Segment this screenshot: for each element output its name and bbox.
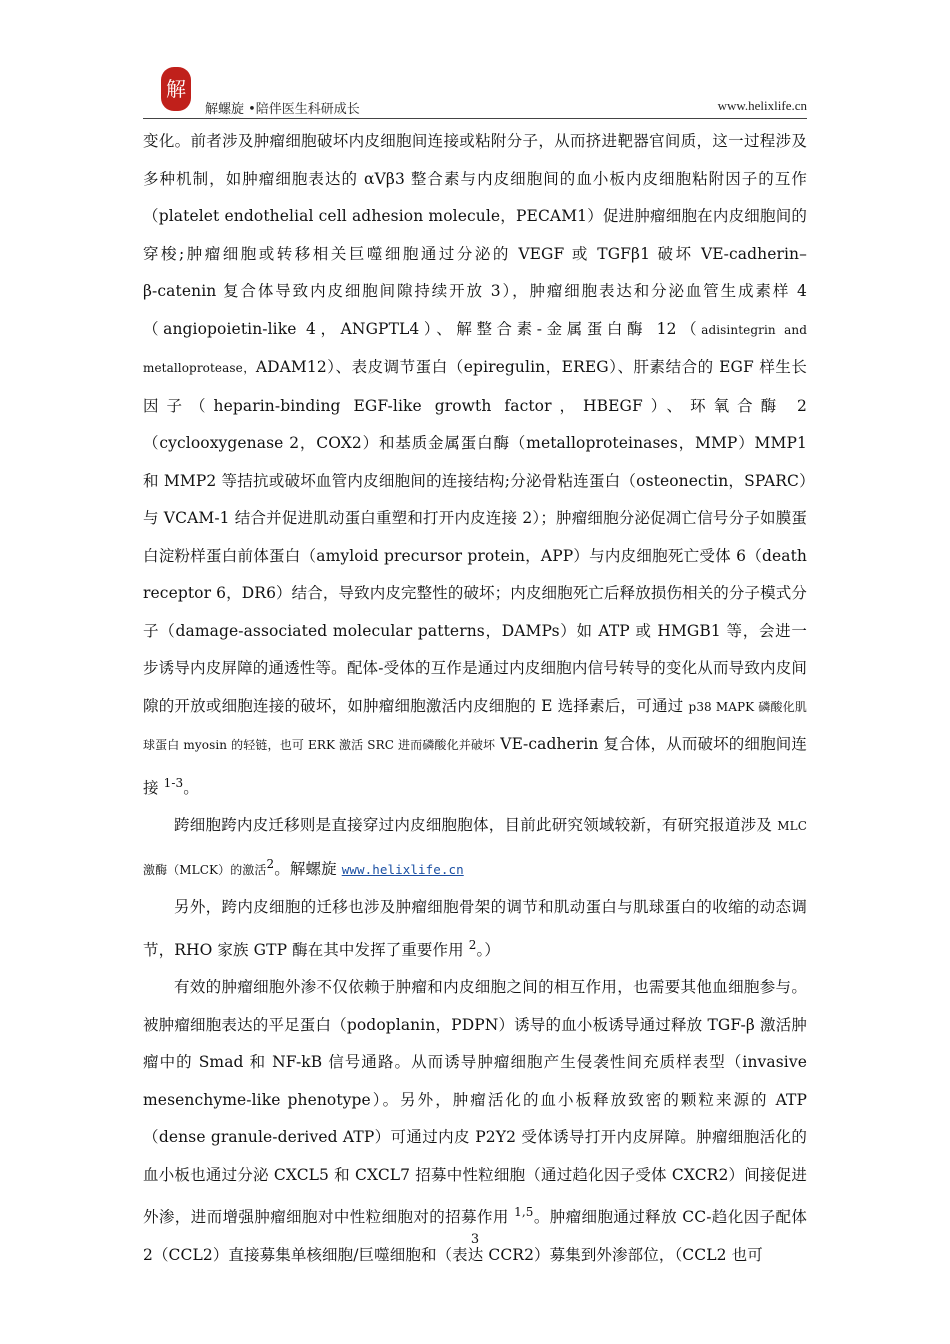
citation: 1-3 [163, 775, 184, 790]
svg-text:解: 解 [166, 77, 186, 101]
header-divider [143, 118, 807, 119]
header-title: 解螺旋 •陪伴医生科研成长 [205, 102, 360, 117]
paragraph-3: 另外，跨内皮细胞的迁移也涉及肿瘤细胞骨架的调节和肌动蛋白与肌球蛋白的收缩的动态调节，RHO 家族 GTP 酶在其中发挥了重要作用 $^2$。） [143, 898, 807, 959]
helixlife-link[interactable]: www.helixlife.cn [341, 861, 464, 877]
paragraph-4: 有效的肿瘤细胞外渗不仅依赖于肿瘤和内皮细胞之间的相互作用，也需要其他血细胞参与。被肿瘤细胞表达的平足蛋白（podoplanin，PDPN）诱导的血小板诱导通过释放 TGF-β 激活肿瘤中的 Smad 和 NF-kB 信号通路。从而诱导肿瘤细胞产生侵袭性间充质样表型（invasive mesenchyme-like phenotype）。另外，肿瘤活化的血小板释放致密的颗粒来源的 ATP（dense granule-derived ATP）可通过内皮 P2Y2 受体诱导打开内皮屏障。肿瘤细胞活化的血小板也通过分泌 CXCL5 和 CXCL7 招募中性粒细胞（通过趋化因子受体 CXCR2）间接促进外渗，进而增强肿瘤细胞对中性粒细胞对的招募作用 $^{1,5}$。肿瘤细胞通过释放 CC-趋化因子配体 2（CCL2）直接募集单核细胞/巨噬细胞和（表达 CCR2）募集到外渗部位，（CCL2 也可 [143, 978, 807, 1265]
body-text [143, 123, 807, 1275]
page-number: 3 [470, 1232, 480, 1247]
citation: 1,5 [514, 1205, 534, 1220]
paragraph-1: 变化。前者涉及肿瘤细胞破坏内皮细胞间连接或粘附分子，从而挤进靶器官间质，这一过程涉及多种机制，如肿瘤细胞表达的 αVβ3 整合素与内皮细胞间的血小板内皮细胞粘附因子的互作（platelet endothelial cell adhesion molecule，PECAM1）促进肿瘤细胞在内皮细胞间的穿梭;肿瘤细胞或转移相关巨噬细胞通过分泌的 VEGF 或 TGFβ1 破坏 VE‑cadherin–β‑catenin 复合体导致内皮细胞间隙持续开放 3），肿瘤细胞表达和分泌血管生成素样 4（angiopoietin-like 4，ANGPTL4）、解整合素-金属蛋白酶 12（adisintegrin and metalloprotease，ADAM12）、表皮调节蛋白（epiregulin，EREG）、肝素结合的 EGF 样生长因子（heparin-binding EGF-like growth factor，HBEGF）、环氧合酶 2（cyclooxygenase 2，COX2）和基质金属蛋白酶（metalloproteinases，MMP）MMP1 和 MMP2 等拮抗或破坏血管内皮细胞间的连接结构;分泌骨粘连蛋白（osteonectin，SPARC）与 VCAM-1 结合并促进肌动蛋白重塑和打开内皮连接 2）；肿瘤细胞分泌促凋亡信号分子如膜蛋白淀粉样蛋白前体蛋白（amyloid precursor protein，APP）与内皮细胞死亡受体 6（death receptor 6，DR6）结合，导致内皮完整性的破坏；内皮细胞死亡后释放损伤相关的分子模式分子（damage-associated molecular patterns，DAMPs）如 ATP 或 HMGB1 等，会进一步诱导内皮屏障的通透性等。配体-受体的互作是通过内皮细胞内信号转导的变化从而导致内皮间隙的开放或细胞连接的破坏，如肿瘤细胞激活内皮细胞的 E 选择素后，可通过 p38 MAPK 磷酸化肌球蛋白 myosin 的轻链，也可 ERK 激活 SRC 进而磷酸化并破坏 VE‑cadherin 复合体，从而破坏的细胞间连接 $^{1-3}$。 [143, 132, 807, 797]
helix-logo-icon [160, 66, 192, 112]
header-logo [160, 66, 192, 112]
header-url[interactable]: www.helixlife.cn [717, 98, 807, 113]
citation: 2 [266, 856, 275, 871]
paragraph-2: 跨细胞跨内皮迁移则是直接穿过内皮细胞胞体，目前此研究领域较新，有研究报道涉及 MLC 激酶（MLCK）的激活$^2$。解螺旋 www.helixlife.cn [143, 816, 807, 878]
citation: 2 [468, 937, 477, 952]
